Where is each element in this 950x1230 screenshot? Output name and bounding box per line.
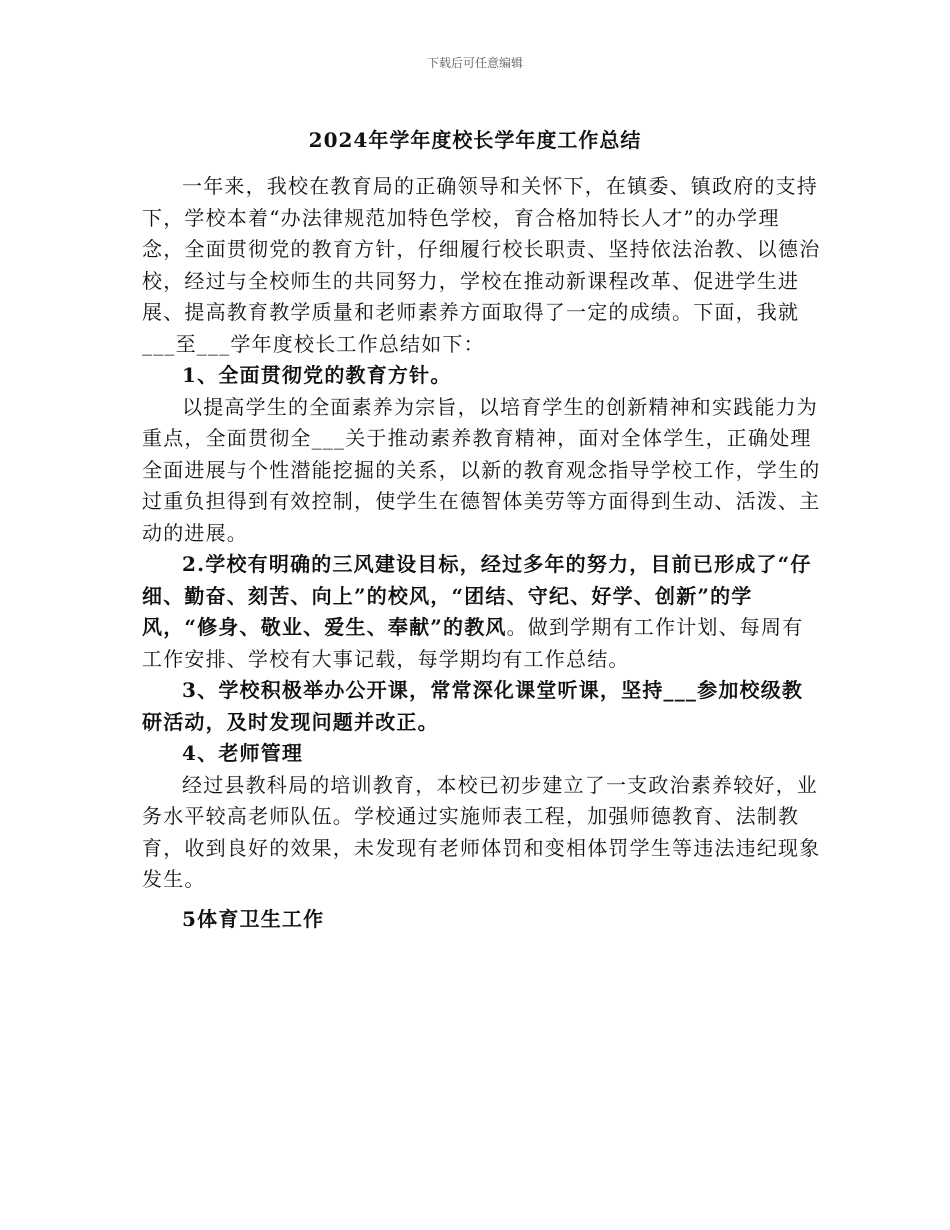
section-2-rest-text: 。做到学期有工作计划、每周有工作安排、学校有大事记载，每学期均有工作总结。 xyxy=(142,615,804,671)
document-body xyxy=(142,171,822,935)
document-title: 2024年学年度校长学年度工作总结 xyxy=(308,128,642,152)
section-2-paragraph xyxy=(142,549,822,675)
section-1-body: 以提高学生的全面素养为宗旨，以培育学生的创新精神和实践能力为重点，全面贯彻全___关于推动素养教育精神，面对全体学生，正确处理全面进展与个性潜能挖掘的关系，以新的教育观念指导学校工作，学生的过重负担得到有效控制，使学生在德智体美劳等方面得到生动、活泼、主动的进展。 xyxy=(142,394,821,545)
section-1-heading: 1、全面贯彻党的教育方针。 xyxy=(182,363,452,387)
intro-paragraph: 一年来，我校在教育局的正确领导和关怀下，在镇委、镇政府的支持下，学校本着“办法律规范加特色学校，育合格加特长人才”的办学理念，全面贯彻党的教育方针，仔细履行校长职责、坚持依法治教、以德治校，经过与全校师生的共同努力，学校在推动新课程改革、促进学生进展、提高教育教学质量和老师素养方面取得了一定的成绩。下面，我就___至___学年度校长工作总结如下： xyxy=(142,174,821,356)
section-3-heading: 3、学校积极举办公开课，常常深化课堂听课，坚持___参加校级教研活动，及时发现问题并改正。 xyxy=(142,678,804,734)
section-4-body: 经过县教科局的培训教育，本校已初步建立了一支政治素养较好，业务水平较高老师队伍。学校通过实施师表工程，加强师德教育、法制教育，收到良好的效果，未发现有老师体罚和变相体罚学生等违法违纪现象发生。 xyxy=(142,772,821,891)
section-4-heading: 4、老师管理 xyxy=(182,741,304,765)
section-2-bold-text: 2.学校有明确的三风建设目标，经过多年的努力，目前已形成了“仔细、勤奋、刻苦、向上”的校风，“团结、守纪、好学、创新”的学风，“修身、敬业、爱生、奉献”的教风 xyxy=(142,552,812,639)
header-note: 下载后可任意编辑 xyxy=(426,56,523,70)
section-5-heading: 5体育卫生工作 xyxy=(182,906,325,931)
